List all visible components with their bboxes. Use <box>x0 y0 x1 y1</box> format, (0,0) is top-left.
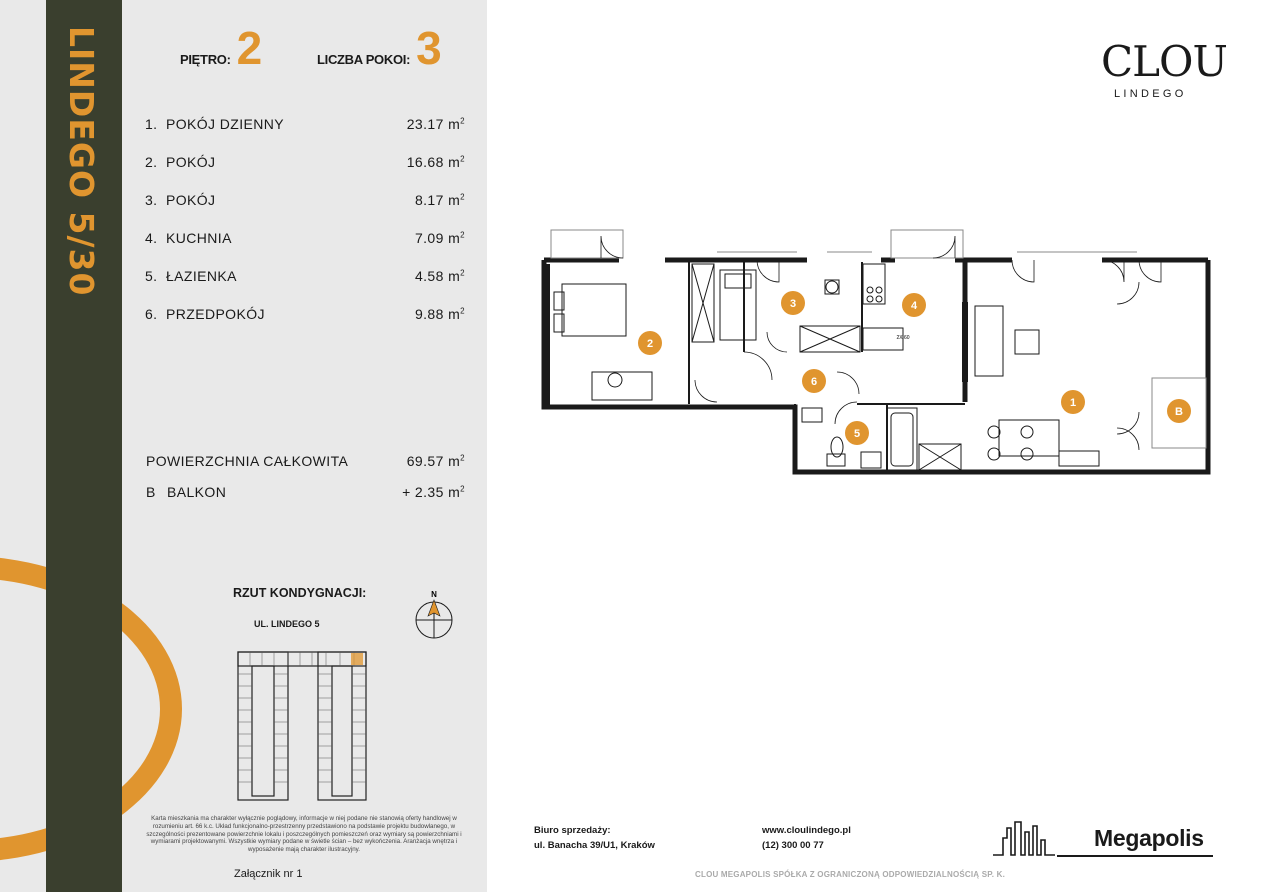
company-name: CLOU MEGAPOLIS SPÓŁKA Z OGRANICZONĄ ODPOWIEDZIALNOŚCIĄ SP. K. <box>695 870 1005 879</box>
room-name: ŁAZIENKA <box>166 268 237 284</box>
brand-underline <box>1057 855 1213 857</box>
room-marker-3-label: 3 <box>789 298 797 310</box>
room-number: 5. <box>145 268 158 284</box>
floor-value: 2 <box>236 22 263 74</box>
floor-plan-heading: RZUT KONDYGNACJI: <box>233 586 367 600</box>
room-marker-6-label: 6 <box>810 376 818 388</box>
room-area <box>407 116 465 154</box>
total-area <box>407 453 465 469</box>
room-marker-2-label: 2 <box>646 338 654 350</box>
balcony-row <box>146 484 465 500</box>
floor-info <box>180 22 263 74</box>
disclaimer: Karta mieszkania ma charakter wyłącznie poglądowy, informacje w niej podane nie stanowią oferty handlowej w rozumieniu art. 66 k.c. Układ funkcjonalno-przestrzenny przedstawiono na podstawie projektu budowlanego, w szczególności prezentowane powierzchnie lokalu i poszczególnych pomieszczeń oraz wymiary są powierzchniami i wymiarami projektowanymi. Wszystkie wymiary podane w świetle ścian – bez wykończenia. Aranżacja wnętrza i wyposażenie mają charakter ilustracyjny. <box>146 815 462 854</box>
unit-exponent: 2 <box>460 192 465 202</box>
unit-exponent: 2 <box>460 268 465 278</box>
unit-exponent: 2 <box>460 230 465 240</box>
apartment-highlight <box>351 653 363 665</box>
balcony-letter: B <box>146 484 156 500</box>
total-area-row <box>146 453 465 469</box>
room-row <box>145 154 465 192</box>
megapolis-skyline-icon <box>993 818 1055 858</box>
balcony-label: BALKON <box>167 484 227 500</box>
room-row <box>145 268 465 306</box>
unit-exponent: 2 <box>460 306 465 316</box>
room-number: 6. <box>145 306 158 322</box>
sales-office-address: ul. Banacha 39/U1, Kraków <box>534 840 655 851</box>
annex-label: Załącznik nr 1 <box>234 868 303 880</box>
room-area-value: 8.17 m <box>414 192 461 208</box>
contact-info <box>762 823 851 853</box>
total-area-value: 69.57 m <box>406 453 461 469</box>
room-row <box>145 230 465 268</box>
room-name: POKÓJ <box>166 192 216 208</box>
balcony-marker-label: B <box>1175 406 1183 418</box>
unit-exponent: 2 <box>460 453 465 463</box>
room-number: 4. <box>145 230 158 246</box>
room-area-value: 23.17 m <box>406 116 461 132</box>
room-area <box>415 306 465 344</box>
room-name: POKÓJ <box>166 154 216 170</box>
balcony-area <box>402 484 465 500</box>
room-area <box>415 192 465 230</box>
sales-office <box>534 823 655 853</box>
room-name: KUCHNIA <box>166 230 232 246</box>
room-row <box>145 116 465 154</box>
clou-logo: CLOU <box>1101 37 1227 86</box>
room-area-value: 16.68 m <box>406 154 461 170</box>
appliance-label: 2X 60 <box>896 335 910 341</box>
room-name: PRZEDPOKÓJ <box>166 306 265 322</box>
room-row <box>145 306 465 344</box>
rooms-count-info <box>317 22 442 74</box>
room-area <box>415 230 465 268</box>
room-area-value: 7.09 m <box>414 230 461 246</box>
room-marker-1-label: 1 <box>1069 397 1077 409</box>
compass-icon <box>414 588 454 640</box>
megapolis-brand: Megapolis <box>1094 825 1204 851</box>
rooms-count-label: LICZBA POKOI: <box>317 52 411 67</box>
room-list <box>145 116 465 344</box>
clou-logo-subtitle: LINDEGO <box>1114 88 1187 100</box>
room-name: POKÓJ DZIENNY <box>166 116 284 132</box>
room-area-value: 9.88 m <box>414 306 461 322</box>
sales-office-label: Biuro sprzedaży: <box>534 825 611 836</box>
floor-label: PIĘTRO: <box>180 52 231 67</box>
room-row <box>145 192 465 230</box>
room-area-value: 4.58 m <box>414 268 461 284</box>
total-area-label: POWIERZCHNIA CAŁKOWITA <box>146 453 349 469</box>
north-label: N <box>431 590 437 599</box>
unit-exponent: 2 <box>460 154 465 164</box>
building-key-plan <box>234 650 368 802</box>
unit-exponent: 2 <box>460 484 465 494</box>
room-area <box>415 268 465 306</box>
unit-exponent: 2 <box>460 116 465 126</box>
apartment-floor-plan <box>527 222 1217 482</box>
rooms-count-value: 3 <box>416 22 442 74</box>
room-marker-4-label: 4 <box>910 300 918 312</box>
room-number: 1. <box>145 116 158 132</box>
street-label: UL. LINDEGO 5 <box>254 619 320 629</box>
room-marker-5-label: 5 <box>853 428 861 440</box>
building-title: LINDEGO 5/30 <box>62 26 101 297</box>
room-area <box>407 154 465 192</box>
room-number: 3. <box>145 192 158 208</box>
website-link[interactable]: www.cloulindego.pl <box>762 825 851 836</box>
room-number: 2. <box>145 154 158 170</box>
balcony-area-value: + 2.35 m <box>402 484 461 500</box>
phone-number: (12) 300 00 77 <box>762 840 824 851</box>
